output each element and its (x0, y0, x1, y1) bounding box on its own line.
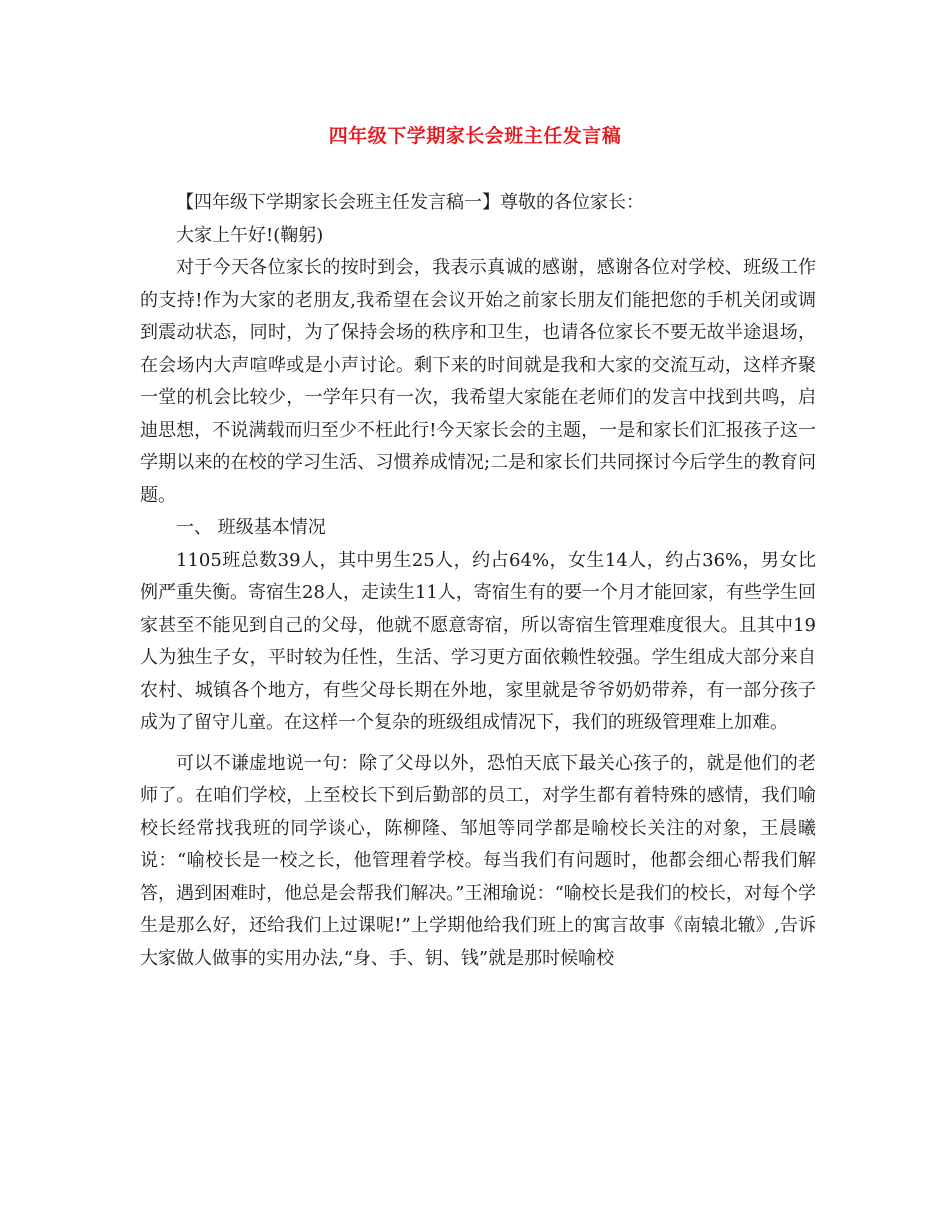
paragraph-class-overview: 1105班总数39人，其中男生25人，约占64%，女生14人，约占36%，男女比例严重失衡。寄宿生28人，走读生11人，寄宿生有的要一个月才能回家，有些学生回家甚至不能见到自己的父母，他就不愿意寄宿，所以寄宿生管理难度很大。且其中19人为独生子女，平时较为任性，生活、学习更方面依赖性较强。学生组成大部分来自农村、城镇各个地方，有些父母长期在外地，家里就是爷爷奶奶带养，有一部分孩子成为了留守儿童。在这样一个复杂的班级组成情况下，我们的班级管理难上加难。 (140, 549, 816, 733)
paragraph-greeting: 大家上午好!(鞠躬) (176, 224, 324, 246)
document-body (140, 187, 816, 975)
section-heading-class-overview: 一、 班级基本情况 (176, 517, 326, 538)
paragraph-teachers-care: 可以不谦虚地说一句：除了父母以外，恐怕天底下最关心孩子的，就是他们的老师了。在咱们学校，上至校长下到后勤部的员工，对学生都有着特殊的感情，我们喻校长经常找我班的同学谈心，陈柳隆、邹旭等同学都是喻校长关注的对象，王晨曦说：“喻校长是一校之长，他管理着学校。每当我们有问题时，他都会细心帮我们解答，遇到困难时，他总是会帮我们解决。”王湘瑜说：“喻校长是我们的校长，对每个学生是那么好，还给我们上过课呢!”上学期他给我们班上的寓言故事《南辕北辙》,告诉大家做人做事的实用办法,“身、手、钥、钱”就是那时候喻校 (140, 752, 816, 969)
paragraph-opening: 对于今天各位家长的按时到会，我表示真诚的感谢，感谢各位对学校、班级工作的支持!作为大家的老朋友,我希望在会议开始之前家长朋友们能把您的手机关闭或调到震动状态，同时，为了保持会场的秩序和卫生，也请各位家长不要无故半途退场，在会场内大声喧哗或是小声讨论。剩下来的时间就是我和大家的交流互动，这样齐聚一堂的机会比较少，一学年只有一次，我希望大家能在老师们的发言中找到共鸣，启迪思想，不说满载而归至少不枉此行!今天家长会的主题，一是和家长们汇报孩子这一学期以来的在校的学习生活、习惯养成情况;二是和家长们共同探讨今后学生的教育问题。 (140, 257, 816, 506)
document-title: 四年级下学期家长会班主任发言稿 (328, 125, 622, 147)
paragraph-salutation: 【四年级下学期家长会班主任发言稿一】尊敬的各位家长： (176, 192, 644, 213)
